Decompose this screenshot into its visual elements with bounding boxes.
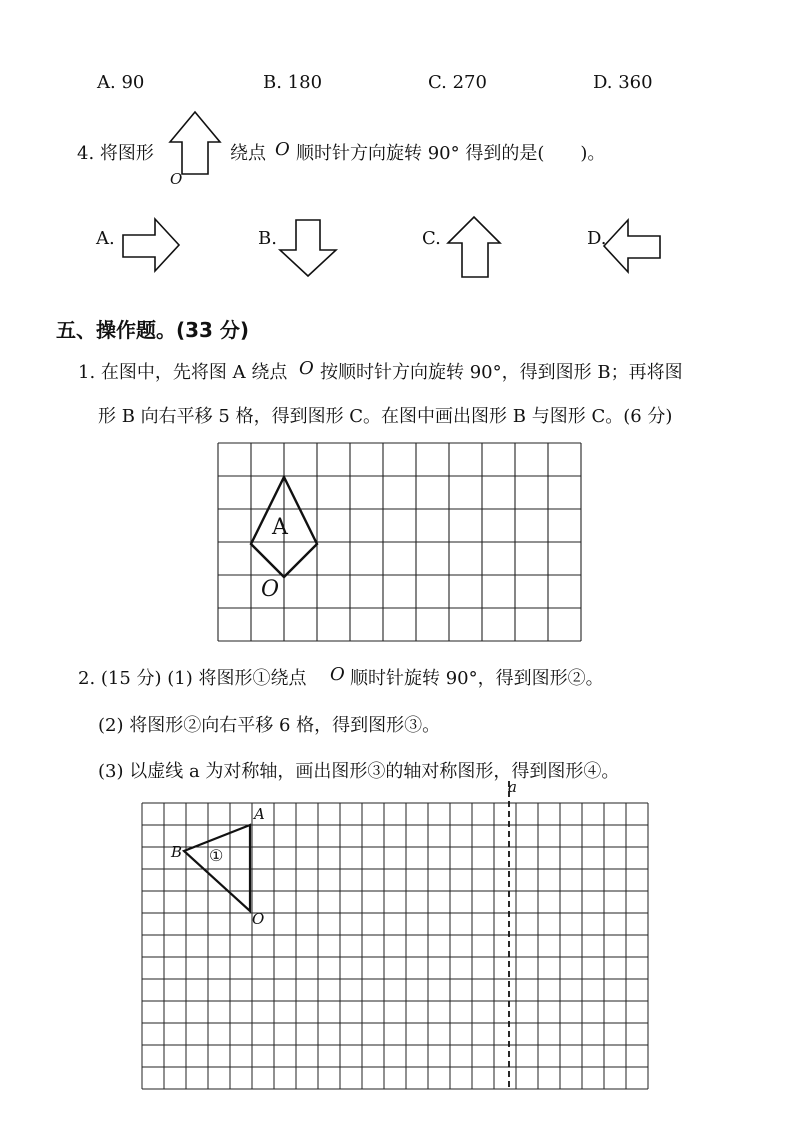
- q4-prefix: 4. 将图形: [77, 143, 154, 164]
- q3-option-a: A. 90: [97, 72, 145, 93]
- q3-option-c: C. 270: [428, 72, 487, 93]
- p1-line1-post: 按顺时针方向旋转 90°，得到图形 B；再将图: [320, 362, 683, 383]
- q4-up-arrow-figure: [168, 110, 224, 176]
- p1-line1-pre: 1. 在图中，先将图 A 绕点: [78, 362, 288, 383]
- p2-grid: [142, 781, 658, 1091]
- section-5-title: 五、操作题。(33 分): [56, 318, 250, 342]
- p1-grid: [218, 443, 580, 641]
- p2-shape-1-triangle: [184, 825, 250, 911]
- q4-option-b-down-arrow: [278, 218, 340, 278]
- q4-option-b-label: B.: [258, 228, 277, 249]
- q3-option-b: B. 180: [263, 72, 323, 93]
- p2-line2: (2) 将图形②向右平移 6 格，得到图形③。: [98, 715, 441, 736]
- p1-shape-label: A: [272, 515, 288, 540]
- p1-grid-lines: [218, 443, 581, 641]
- p2-axis-label: a: [508, 778, 517, 796]
- p2-line1-pre: 2. (15 分) (1) 将图形①绕点: [78, 668, 307, 689]
- q4-option-c-label: C.: [422, 228, 441, 249]
- p2-vertex-a: A: [254, 805, 265, 823]
- q4-option-d-label: D.: [587, 228, 607, 249]
- p2-line1-post: 顺时针旋转 90°，得到图形②。: [350, 668, 604, 689]
- p2-line3: (3) 以虚线 a 为对称轴，画出图形③的轴对称图形，得到图形④。: [98, 761, 620, 782]
- q4-option-c-up-arrow: [446, 215, 506, 279]
- q3-option-d: D. 360: [593, 72, 653, 93]
- p2-shape-label: ①: [209, 846, 224, 865]
- p1-point-o: O: [261, 577, 280, 602]
- q4-middle-pre: 绕点: [230, 143, 266, 164]
- p2-line1-point: O: [330, 664, 345, 685]
- q4-point-o: O: [170, 170, 183, 188]
- q4-option-d-left-arrow: [602, 218, 664, 276]
- q4-middle-point: O: [275, 139, 290, 160]
- p2-vertex-o: O: [252, 910, 265, 928]
- p2-vertex-b: B: [171, 843, 183, 861]
- p1-line1-point: O: [299, 358, 314, 379]
- p1-line2: 形 B 向右平移 5 格，得到图形 C。在图中画出图形 B 与图形 C。(6 分): [98, 406, 673, 427]
- q4-option-a-label: A.: [96, 228, 115, 249]
- q4-option-a-right-arrow: [121, 217, 181, 275]
- q4-suffix: 顺时针方向旋转 90° 得到的是( )。: [296, 143, 606, 164]
